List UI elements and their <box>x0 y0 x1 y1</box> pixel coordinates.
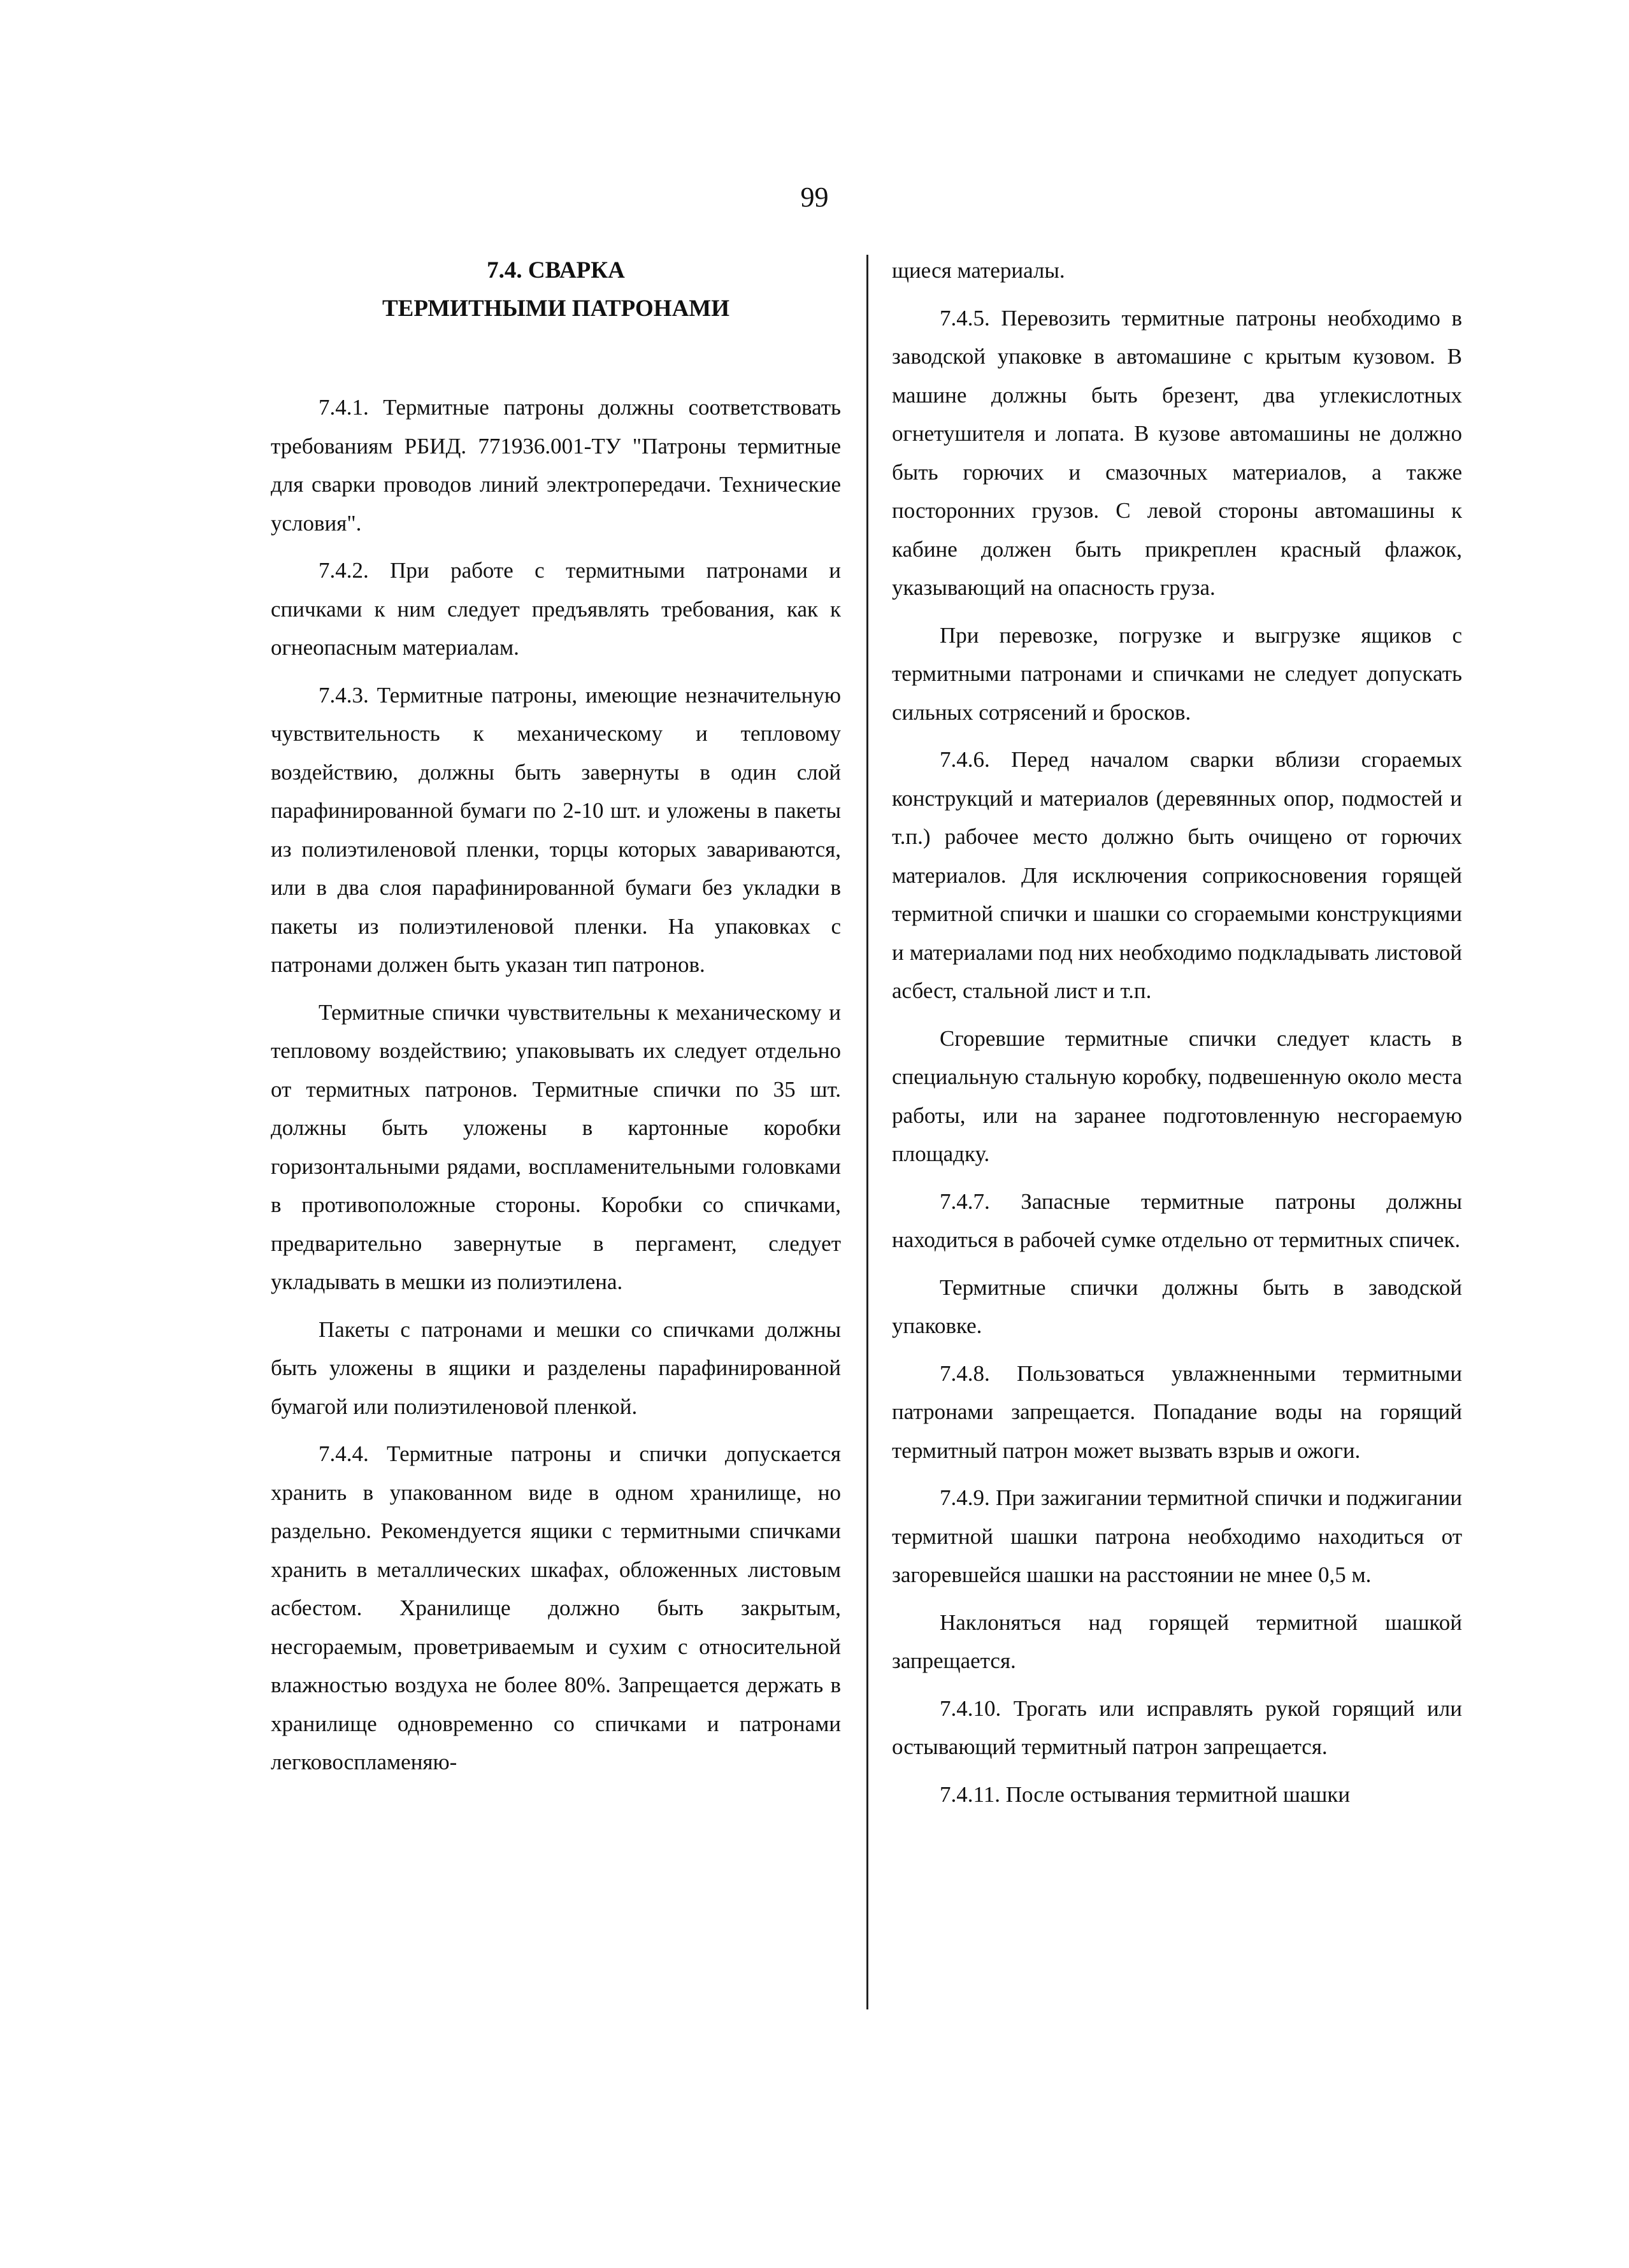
paragraph-7-4-3: 7.4.3. Термитные патроны, имеющие незначительную чувствительность к механическому и тепловому воздействию, должны быть завернуты в один слой парафинированной бумаги по 2-10 шт. и уложены в пакеты из полиэтиленовой пленки, торцы которых завариваются, или в два слоя парафинированной бумаги без укладки в пакеты из полиэтиленовой пленки. На упаковках с патронами должен быть указан тип патронов. <box>271 682 841 977</box>
paragraph-7-4-10: 7.4.10. Трогать или исправлять рукой горящий или остывающий термитный патрон запрещается. <box>892 1695 1462 1759</box>
page-number: 99 <box>800 182 829 213</box>
paragraph-factory-packing: Термитные спички должны быть в заводской упаковке. <box>892 1274 1462 1338</box>
paragraph-7-4-9: 7.4.9. При зажигании термитной спички и поджигании термитной шашки патрона необходимо находиться от загоревшейся шашки на расстоянии не мнее 0,5 м. <box>892 1485 1462 1587</box>
section-title-line-2: ТЕРМИТНЫМИ ПАТРОНАМИ <box>382 296 729 322</box>
paragraph-transport-caution: При перевозке, погрузке и выгрузке ящиков с термитными патронами и спичками не следует допускать сильных сотрясений и бросков. <box>892 622 1462 725</box>
paragraph-7-4-11: 7.4.11. После остывания термитной шашки <box>940 1781 1351 1807</box>
paragraph-leaning-prohibited: Наклоняться над горящей термитной шашкой запрещается. <box>892 1609 1462 1673</box>
paragraph-7-4-8: 7.4.8. Пользоваться увлажненными термитными патронами запрещается. Попадание воды на горящий термитный патрон может вызвать взрыв и ожоги. <box>892 1360 1462 1463</box>
paragraph-7-4-5: 7.4.5. Перевозить термитные патроны необходимо в заводской упаковке в автомашине с крытым кузовом. В машине должны быть брезент, два углекислотных огнетушителя и лопата. В кузове автомашины не должно быть горючих и смазочных материалов, а также посторонних грузов. С левой стороны автомашины к кабине должен быть прикреплен красный флажок, указывающий на опасность груза. <box>892 305 1462 600</box>
paragraph-7-4-4: 7.4.4. Термитные патроны и спички допускается хранить в упакованном виде в одном хранилище, но раздельно. Рекомендуется ящики с термитными спичками хранить в металлических шкафах, обложенных листовым асбестом. Хранилище должно быть закрытым, несгораемым, проветриваемым и сухим с относительной влажностью воздуха не более 80%. Запрещается держать в хранилище одновременно со спичками и патронами легковоспламеняю- <box>271 1441 841 1774</box>
column-divider <box>866 255 868 2009</box>
section-title <box>271 252 841 328</box>
paragraph-7-4-2: 7.4.2. При работе с термитными патронами и спичками к ним следует предъявлять требования, как к огнеопасным материалам. <box>271 558 841 660</box>
paragraph-7-4-7: 7.4.7. Запасные термитные патроны должны находиться в рабочей сумке отдельно от термитных спичек. <box>892 1188 1462 1252</box>
paragraph-matches-packing: Термитные спички чувствительны к механическому и тепловому воздействию; упаковывать их следует отдельно от термитных патронов. Термитные спички по 35 шт. должны быть уложены в картонные коробки горизонтальными рядами, воспламенительными головками в противоположные стороны. Коробки со спичками, предварительно завернутые в пергамент, следует укладывать в мешки из полиэтилена. <box>271 999 841 1294</box>
right-column <box>892 252 1462 1823</box>
section-title-line-1: 7.4. СВАРКА <box>487 257 625 283</box>
paragraph-continuation: щиеся материалы. <box>892 258 1065 283</box>
paragraph-boxes-packing: Пакеты с патронами и мешки со спичками должны быть уложены в ящики и разделены парафинированной бумагой или полиэтиленовой пленкой. <box>271 1316 841 1419</box>
paragraph-7-4-1: 7.4.1. Термитные патроны должны соответствовать требованиям РБИД. 771936.001-ТУ "Патроны термитные для сварки проводов линий электропередачи. Технические условия". <box>271 395 841 536</box>
paragraph-burnt-matches: Сгоревшие термитные спички следует класть в специальную стальную коробку, подвешенную около места работы, или на заранее подготовленную несгораемую площадку. <box>892 1025 1462 1166</box>
paragraph-7-4-6: 7.4.6. Перед началом сварки вблизи сгораемых конструкций и материалов (деревянных опор, подмостей и т.п.) рабочее место должно быть очищено от горючих материалов. Для исключения соприкосновения горящей термитной спички и шашки со сгораемыми конструкциями и материалами под них необходимо подкладывать листовой асбест, стальной лист и т.п. <box>892 747 1462 1003</box>
left-column <box>271 252 841 1791</box>
